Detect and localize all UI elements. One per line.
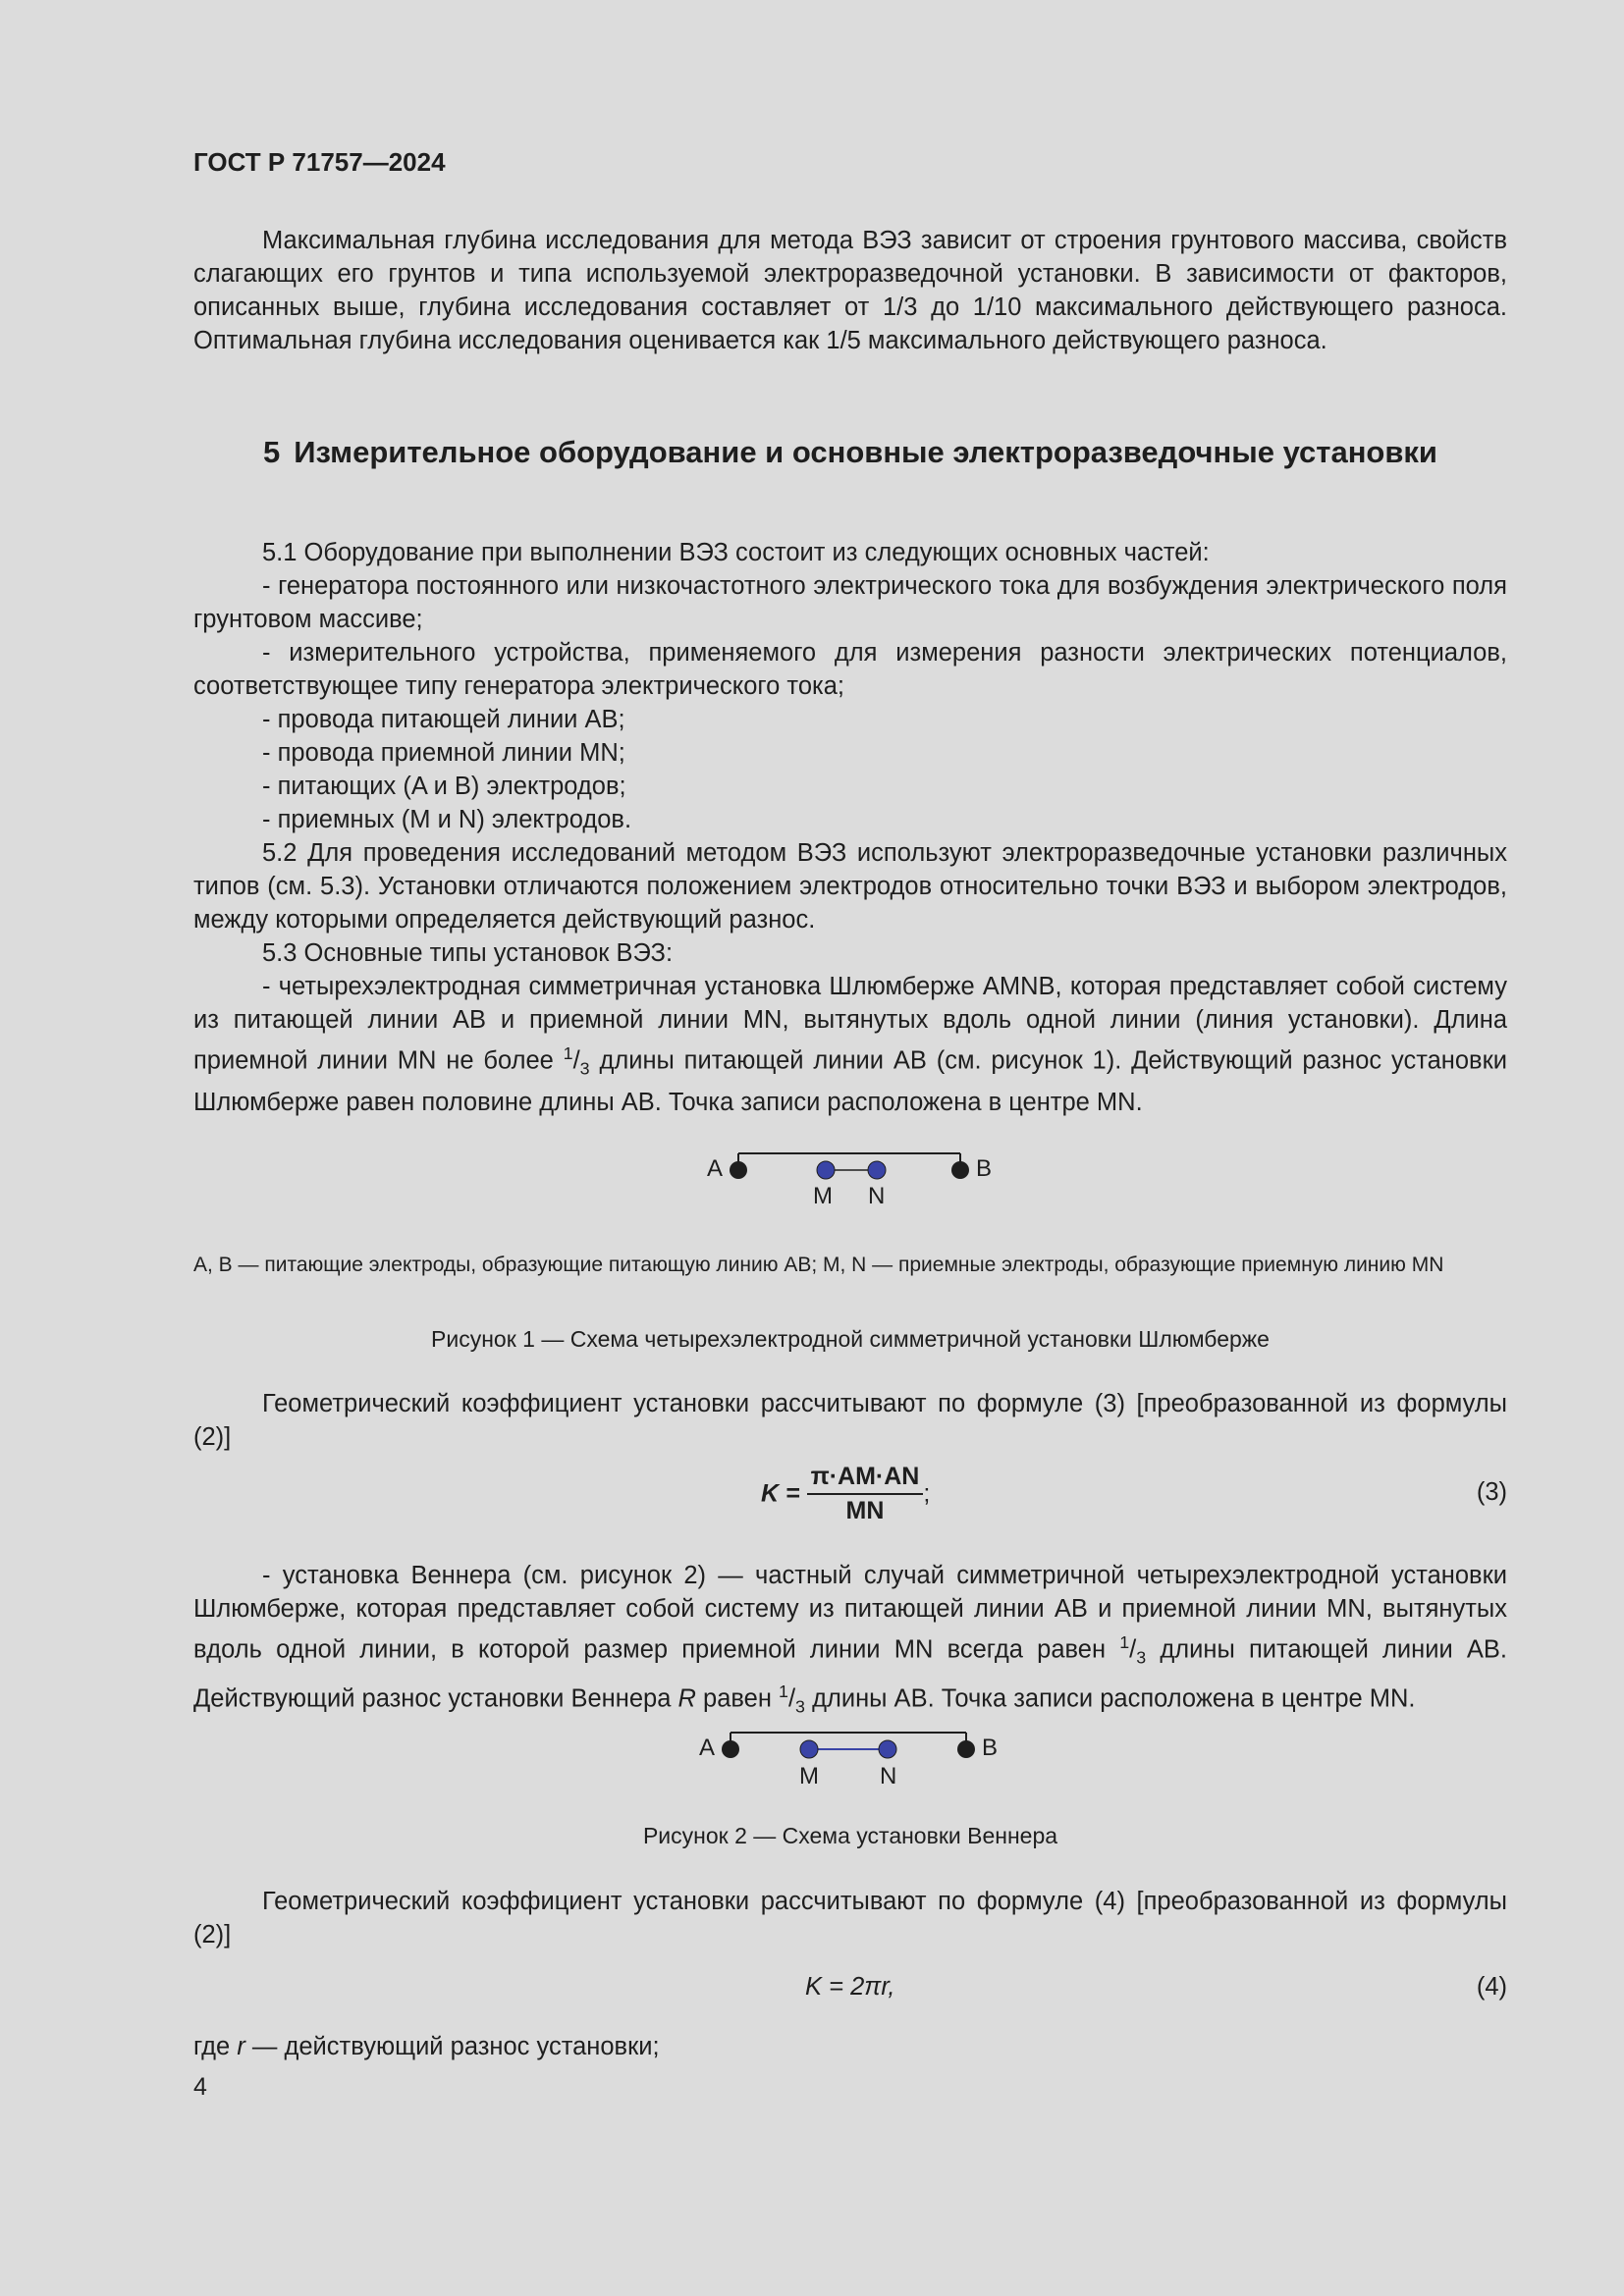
figure1-caption: Рисунок 1 — Схема четырехэлектродной симметричной установки Шлюмберже <box>431 1326 1270 1352</box>
schlumberger-text-1: - четырехэлектродная симметричная установка Шлюмберже AMNB, которая представляет собой систему из питающей линии AB и приемной линии MN, вытянутых вдоль одной линии (линия установки). Длина приемной линии MN не более <box>193 973 1507 1075</box>
electrode-m <box>817 1161 835 1179</box>
label-n: N <box>880 1763 897 1787</box>
formula3 <box>193 1463 1507 1531</box>
label-b: B <box>982 1735 999 1761</box>
wenner-text-1: - установка Веннера (см. рисунок 2) — частный случай симметричной четырехэлектродной установки Шлюмберже, которая представляет собой систему из питающей линии AB и приемной линии MN, вытянутых вдоль одной линии, в которой размер приемной линии MN всегда равен <box>193 1562 1507 1664</box>
label-a: A <box>707 1155 724 1182</box>
wenner-text-3: равен <box>703 1684 772 1713</box>
electrode-a <box>722 1740 739 1758</box>
fraction-denominator: 3 <box>795 1696 805 1717</box>
label-m: M <box>813 1183 833 1207</box>
formula3-tail: ; <box>923 1479 931 1508</box>
formula4-expression: K = 2πr, <box>805 1973 895 2001</box>
electrode-n <box>868 1161 886 1179</box>
where-rest: — действующий разнос установки; <box>251 2033 660 2060</box>
wenner-text-2: длины питающей линии AB. Действующий разнос установки Веннера <box>193 1635 1507 1713</box>
formula3-denominator: MN <box>845 1497 885 1524</box>
schlumberger-text-2: длины питающей линии AB (см. рисунок 1). Действующий разнос установки Шлюмберже равен половине длины AB. Точка записи расположена в центре MN. <box>193 1046 1507 1116</box>
list-item: - провода питающей линии AB; <box>262 706 625 733</box>
formula4-intro-block <box>193 1885 1507 1951</box>
schlumberger-description: - четырехэлектродная симметричная установка Шлюмберже AMNB, которая представляет собой систему из питающей линии AB и приемной линии MN, вытянутых вдоль одной линии (линия установки). Длина приемной линии MN не более $^1/_3$ длины питающей линии AB (см. рисунок 1). Действующий разнос установки Шлюмберже равен половине длины AB. Точка записи расположена в центре MN. <box>193 973 1507 1116</box>
label-a: A <box>699 1735 716 1761</box>
wenner-text-4: длины AB. Точка записи расположена в центре MN. <box>812 1684 1416 1713</box>
formula3-expression <box>761 1463 930 1525</box>
formula4-number: (4) <box>1476 1973 1507 2001</box>
section-number: 5 <box>263 435 281 469</box>
figure2-diagram <box>677 1718 1031 1787</box>
where-prefix: где <box>193 2033 231 2060</box>
fraction-denominator: 3 <box>1136 1647 1147 1668</box>
where-line <box>193 2030 1507 2063</box>
formula4-intro: Геометрический коэффициент установки рассчитывают по формуле (4) [преобразованной из формулы (2)] <box>193 1888 1507 1949</box>
wenner-description: - установка Веннера (см. рисунок 2) — частный случай симметричной четырехэлектродной установки Шлюмберже, которая представляет собой систему из питающей линии AB и приемной линии MN, вытянутых вдоль одной линии, в которой размер приемной линии MN всегда равен $^1/_3$ длины питающей линии AB. Действующий разнос установки Веннера R равен $^1/_3$ длины AB. Точка записи расположена в центре MN. <box>193 1562 1507 1717</box>
figure1-note: A, B — питающие электроды, образующие питающую линию AB; M, N — приемные электроды, образующие приемную линию MN <box>193 1254 1444 1276</box>
list-item: - провода приемной линии MN; <box>262 739 625 767</box>
formula3-numerator: π·AM·AN <box>807 1463 924 1495</box>
list-item: - питающих (A и B) электродов; <box>262 773 626 800</box>
clauses-block <box>193 536 1507 1119</box>
where-block <box>193 2030 1507 2063</box>
section-heading <box>263 432 1441 473</box>
electrode-m <box>800 1740 818 1758</box>
wenner-r-var: R <box>677 1684 696 1713</box>
clause-5-3-lead: 5.3 Основные типы установок ВЭЗ: <box>262 939 674 967</box>
label-m: M <box>799 1763 819 1787</box>
electrode-a <box>730 1161 747 1179</box>
formula3-lhs: K = <box>761 1479 800 1508</box>
doc-header-code: ГОСТ Р 71757—2024 <box>193 147 446 177</box>
fraction-numerator: 1 <box>779 1681 788 1701</box>
fraction-numerator: 1 <box>563 1043 573 1063</box>
clause-5-2: 5.2 Для проведения исследований методом ВЭЗ используют электроразведочные установки различных типов (см. 5.3). Установки отличаются положением электродов относительно точки ВЭЗ и выбором электродов, между которыми определяется действующий разнос. <box>193 839 1507 934</box>
page-number: 4 <box>193 2073 207 2101</box>
fraction-numerator: 1 <box>1119 1632 1130 1652</box>
label-b: B <box>976 1155 993 1182</box>
figure2-caption: Рисунок 2 — Схема установки Веннера <box>642 1823 1058 1848</box>
fraction-denominator: 3 <box>579 1058 590 1079</box>
label-n: N <box>868 1183 886 1207</box>
formula3-intro-block <box>193 1387 1507 1454</box>
formula3-fraction <box>807 1463 924 1525</box>
formula3-intro: Геометрический коэффициент установки рассчитывают по формуле (3) [преобразованной из формулы (2)] <box>193 1390 1507 1451</box>
intro-block <box>193 224 1507 357</box>
wenner-block <box>193 1559 1507 1723</box>
electrode-b <box>951 1161 969 1179</box>
figure1-diagram <box>687 1139 1021 1207</box>
section-title: Измерительное оборудование и основные электроразведочные установки <box>294 435 1437 469</box>
electrode-b <box>957 1740 975 1758</box>
list-item: - генератора постоянного или низкочастотного электрического тока для возбуждения электрического поля грунтовом массиве; <box>193 572 1507 633</box>
formula3-number: (3) <box>1476 1478 1507 1506</box>
clause-5-1-lead: 5.1 Оборудование при выполнении ВЭЗ состоит из следующих основных частей: <box>262 539 1210 566</box>
formula4 <box>193 1973 1507 2012</box>
list-item: - измерительного устройства, применяемого для измерения разности электрических потенциалов, соответствующее типу генератора электрического тока; <box>193 639 1507 700</box>
list-item: - приемных (M и N) электродов. <box>262 806 632 833</box>
where-var: r <box>237 2033 245 2060</box>
electrode-n <box>879 1740 896 1758</box>
figure1-note-block <box>193 1252 1507 1279</box>
intro-paragraph: Максимальная глубина исследования для метода ВЭЗ зависит от строения грунтового массива, свойств слагающих его грунтов и типа используемой электроразведочной установки. В зависимости от факторов, описанных выше, глубина исследования составляет от 1/3 до 1/10 максимального действующего разноса. Оптимальная глубина исследования оценивается как 1/5 максимального действующего разноса. <box>193 227 1507 354</box>
